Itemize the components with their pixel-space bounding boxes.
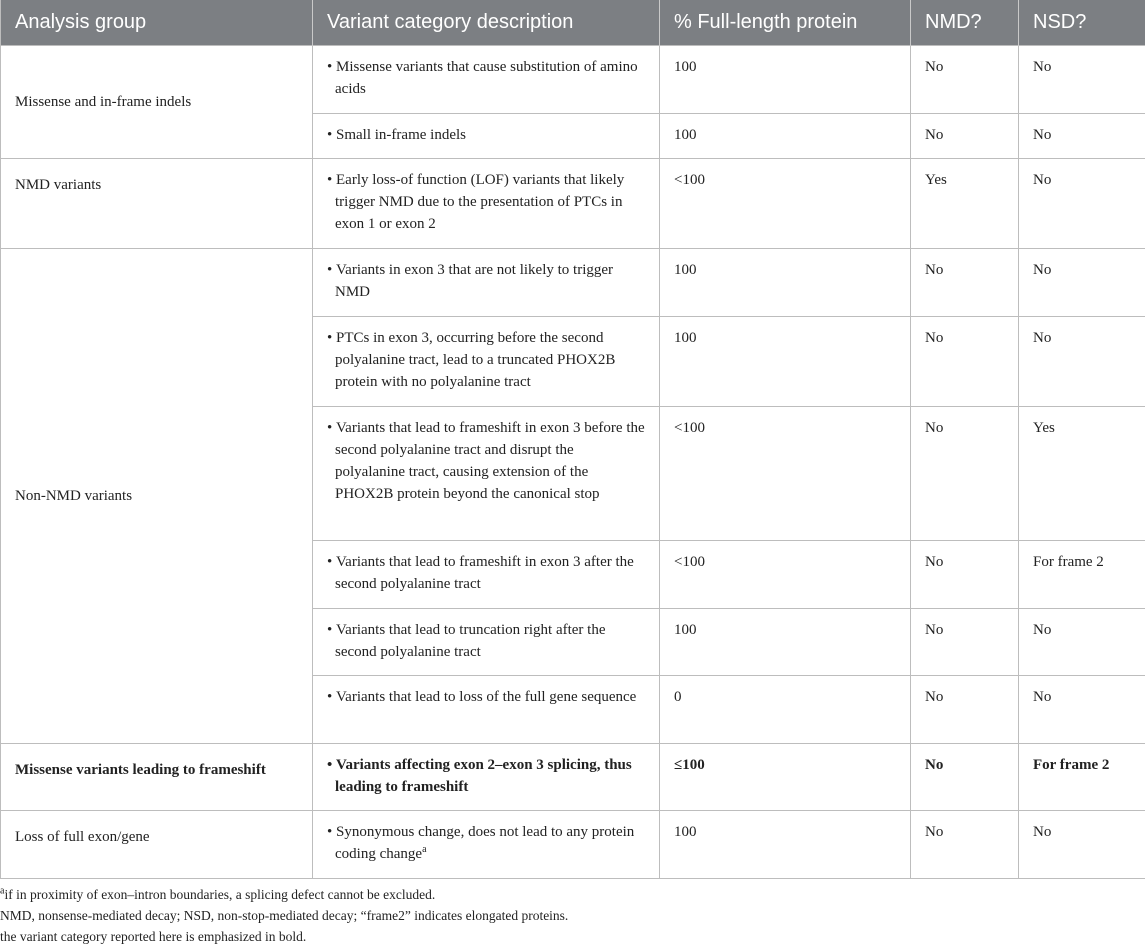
footnote-abbreviations: NMD, nonsense-mediated decay; NSD, non-stop-mediated decay; “frame2” indicates elongated proteins. xyxy=(0,905,1140,926)
nmd-cell: No xyxy=(911,608,1019,675)
group-cell: Missense variants leading to frameshift xyxy=(1,743,313,810)
nsd-cell: No xyxy=(1019,248,1145,316)
nmd-cell: No xyxy=(911,406,1019,540)
nmd-cell: No xyxy=(911,45,1019,113)
description-cell xyxy=(313,540,660,608)
description-cell xyxy=(313,45,660,113)
description-cell xyxy=(313,608,660,675)
percent-cell: <100 xyxy=(660,158,911,248)
nsd-cell: No xyxy=(1019,45,1145,113)
description-cell xyxy=(313,158,660,248)
description-text: • Variants that lead to frameshift in exon 3 before the second polyalanine tract and disrupt the polyalanine tract, causing extension of the PHOX2B protein beyond the canonical stop xyxy=(327,417,647,505)
percent-cell: 100 xyxy=(660,113,911,158)
percent-cell: 0 xyxy=(660,675,911,743)
footnote-bold-note: the variant category reported here is emphasized in bold. xyxy=(0,926,1140,947)
footnote-a xyxy=(0,884,1140,905)
description-cell xyxy=(313,406,660,540)
nsd-cell: No xyxy=(1019,810,1145,878)
table-row xyxy=(1,158,1145,248)
group-cell: Loss of full exon/gene xyxy=(1,810,313,878)
description-cell xyxy=(313,248,660,316)
nmd-cell: No xyxy=(911,675,1019,743)
percent-cell: <100 xyxy=(660,540,911,608)
col-header-nsd: NSD? xyxy=(1019,0,1145,45)
description-text: • Early loss-of function (LOF) variants that likely trigger NMD due to the presentation of PTCs in exon 1 or exon 2 xyxy=(327,169,647,235)
footnote-a-text: if in proximity of exon–intron boundaries, a splicing defect cannot be excluded. xyxy=(4,887,435,902)
group-cell: NMD variants xyxy=(1,158,313,248)
nmd-cell: No xyxy=(911,743,1019,810)
nsd-cell: For frame 2 xyxy=(1019,540,1145,608)
description-text: • Variants that lead to loss of the full gene sequence xyxy=(327,686,647,708)
description-cell xyxy=(313,316,660,406)
percent-cell: 100 xyxy=(660,45,911,113)
description-text: • Missense variants that cause substitution of amino acids xyxy=(327,56,647,100)
description-text: • Variants in exon 3 that are not likely to trigger NMD xyxy=(327,259,647,303)
description-text: • Variants affecting exon 2–exon 3 splicing, thus leading to frameshift xyxy=(327,754,647,798)
description-cell xyxy=(313,743,660,810)
header-row xyxy=(1,0,1145,45)
percent-cell: 100 xyxy=(660,810,911,878)
table-footnotes xyxy=(0,884,1140,947)
table-row xyxy=(1,810,1145,878)
col-header-full-length-protein: % Full-length protein xyxy=(660,0,911,45)
nmd-cell: No xyxy=(911,540,1019,608)
nsd-cell: Yes xyxy=(1019,406,1145,540)
percent-cell: 100 xyxy=(660,608,911,675)
group-cell: Missense and in-frame indels xyxy=(1,45,313,158)
nsd-cell: No xyxy=(1019,113,1145,158)
nmd-cell: No xyxy=(911,316,1019,406)
col-header-variant-description: Variant category description xyxy=(313,0,660,45)
group-cell: Non-NMD variants xyxy=(1,248,313,743)
description-text: • Variants that lead to truncation right after the second polyalanine tract xyxy=(327,619,647,663)
description-text: • PTCs in exon 3, occurring before the second polyalanine tract, lead to a truncated PHOX2B protein with no polyalanine tract xyxy=(327,327,647,393)
percent-cell: ≤100 xyxy=(660,743,911,810)
description-cell xyxy=(313,675,660,743)
percent-cell: <100 xyxy=(660,406,911,540)
description-cell xyxy=(313,810,660,878)
footnote-marker: a xyxy=(422,844,426,855)
description-text: • Synonymous change, does not lead to any protein coding change$^a$ xyxy=(327,821,647,865)
nsd-cell: No xyxy=(1019,675,1145,743)
nsd-cell: No xyxy=(1019,158,1145,248)
table-row xyxy=(1,248,1145,316)
description-text: • Variants that lead to frameshift in exon 3 after the second polyalanine tract xyxy=(327,551,647,595)
percent-cell: 100 xyxy=(660,248,911,316)
nmd-cell: No xyxy=(911,248,1019,316)
nmd-cell: No xyxy=(911,113,1019,158)
table-row-emphasized xyxy=(1,743,1145,810)
description-cell xyxy=(313,113,660,158)
percent-cell: 100 xyxy=(660,316,911,406)
nmd-cell: Yes xyxy=(911,158,1019,248)
description-text: • Small in-frame indels xyxy=(327,124,647,146)
nsd-cell: No xyxy=(1019,608,1145,675)
nsd-cell: For frame 2 xyxy=(1019,743,1145,810)
nmd-cell: No xyxy=(911,810,1019,878)
table-row xyxy=(1,45,1145,113)
col-header-analysis-group: Analysis group xyxy=(1,0,313,45)
footnote-a-marker: a xyxy=(0,886,4,897)
col-header-nmd: NMD? xyxy=(911,0,1019,45)
nsd-cell: No xyxy=(1019,316,1145,406)
